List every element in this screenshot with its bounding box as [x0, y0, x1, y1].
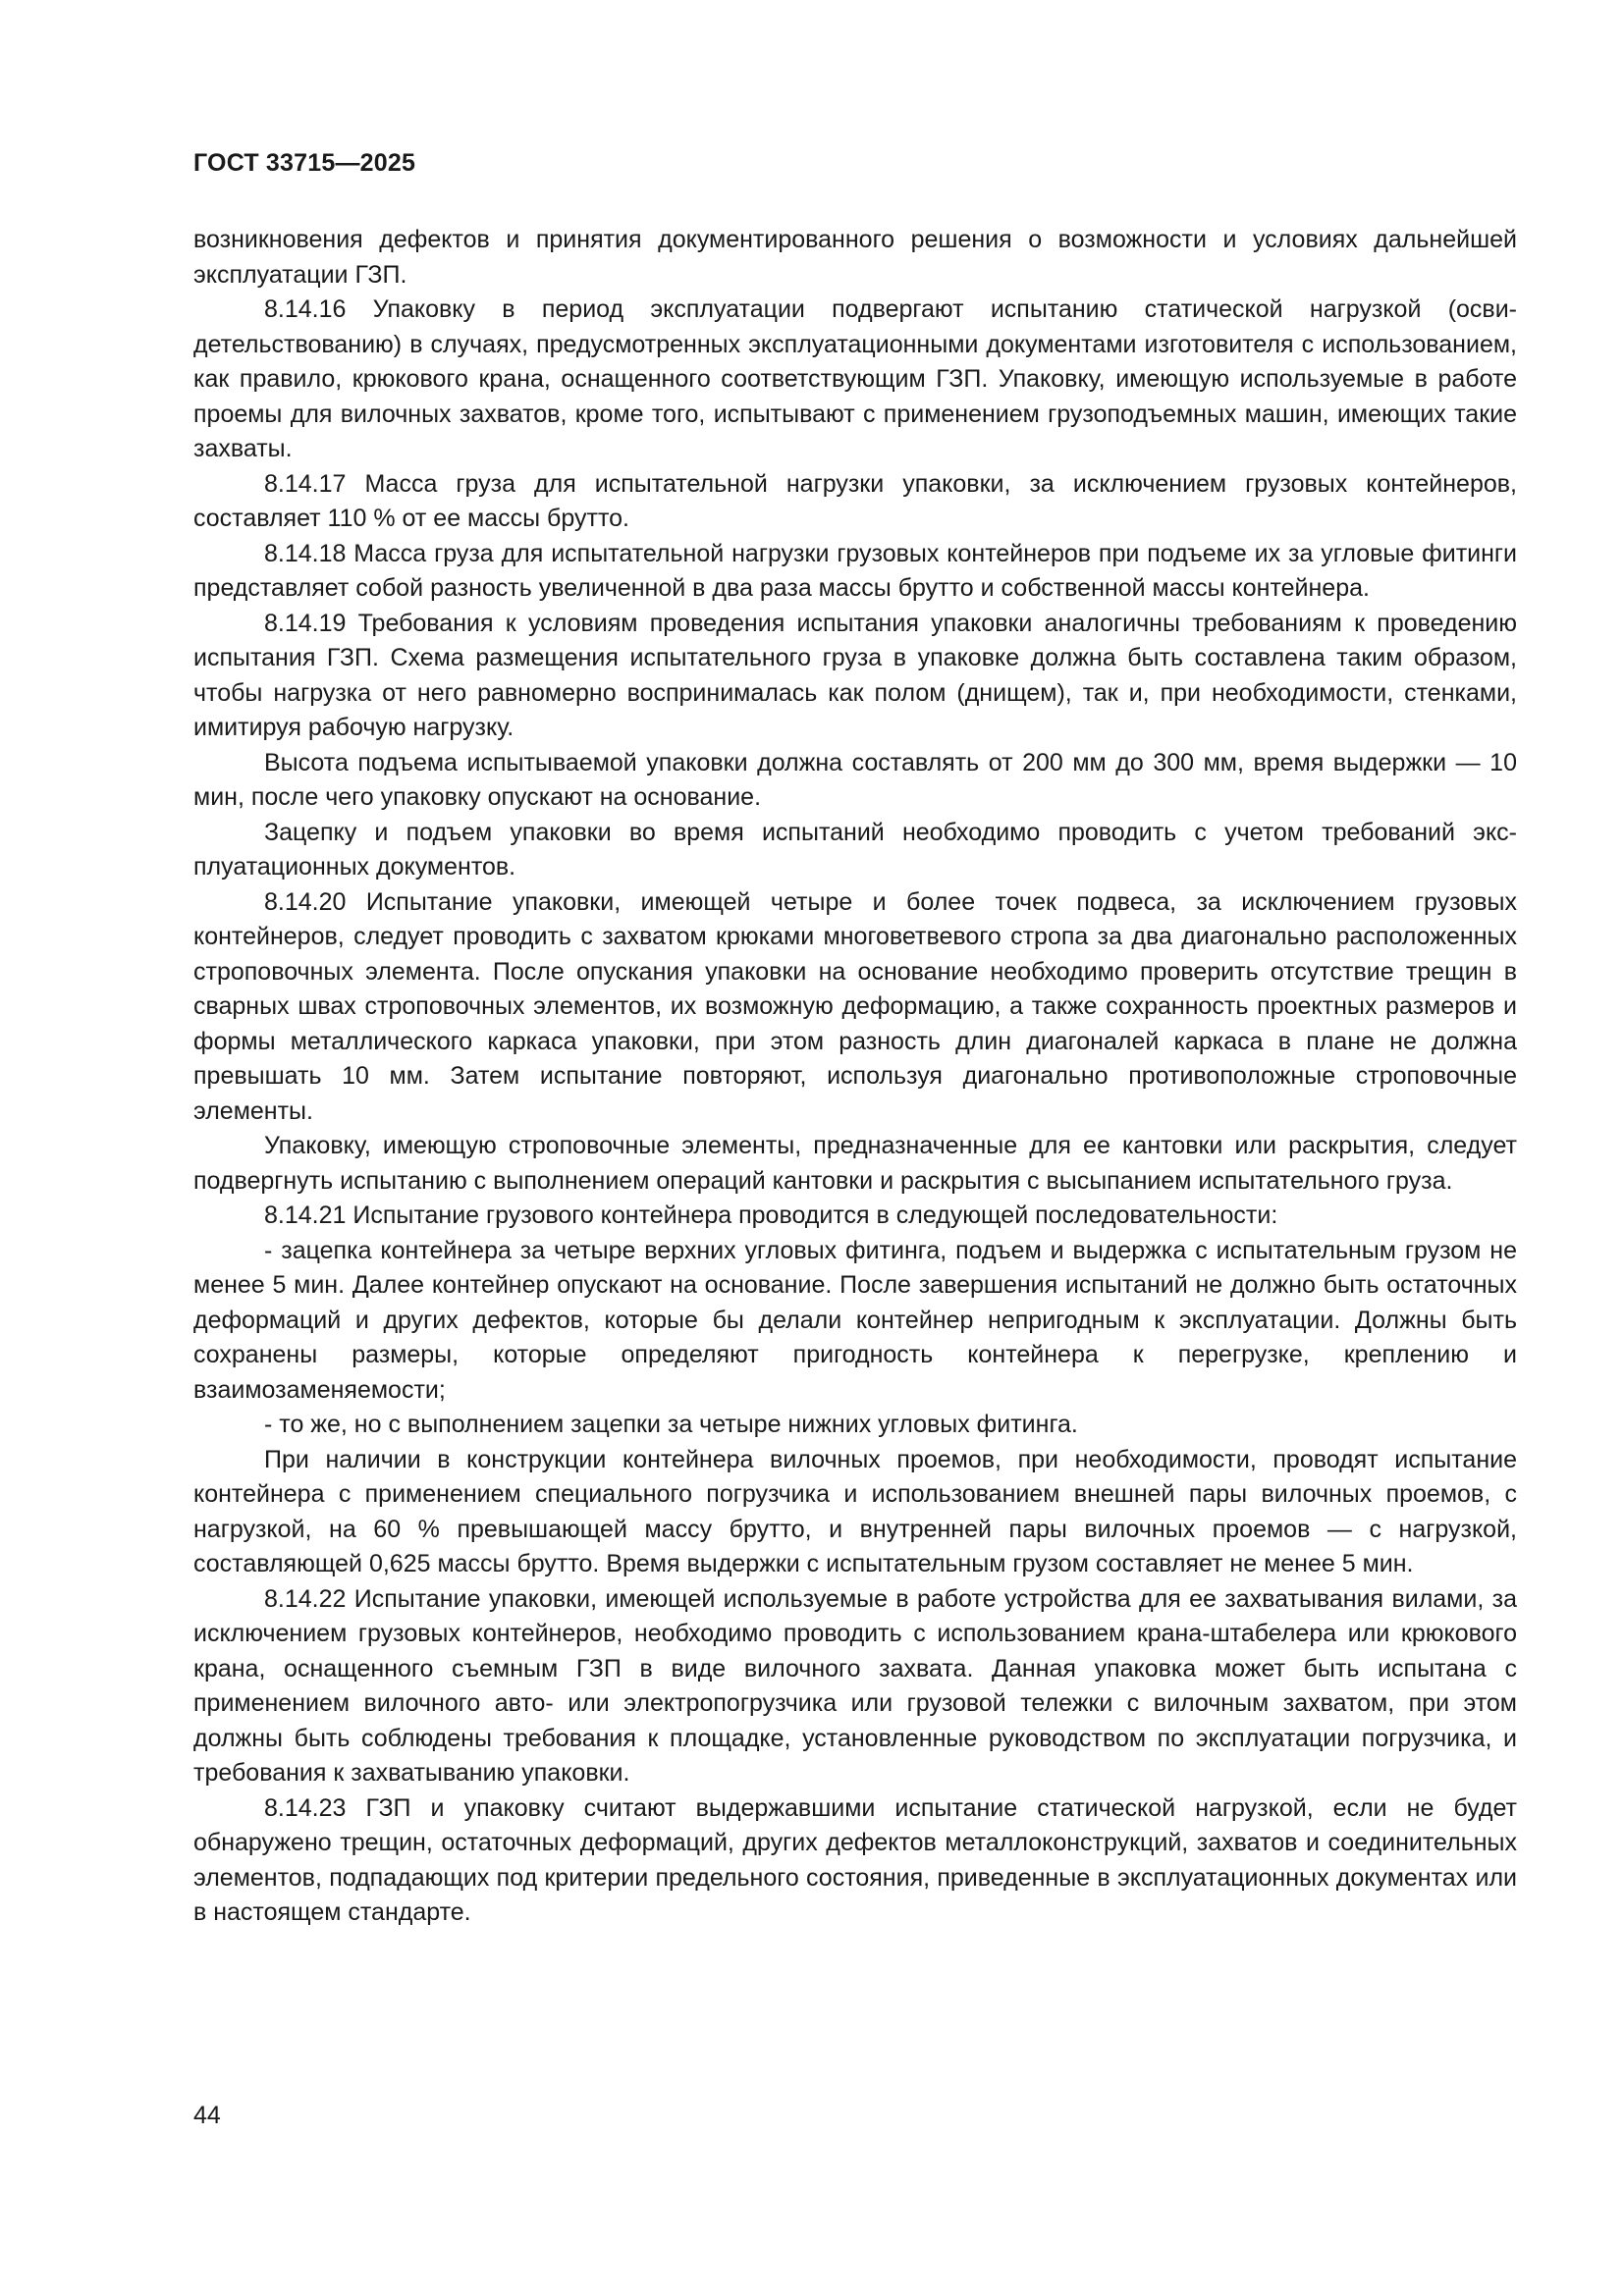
page-number: 44 — [193, 2102, 221, 2129]
list-item-upper-fittings: - зацепка контейнера за четыре верхних угловых фитинга, подъем и выдержка с испытательным грузом не менее 5 мин. Далее контейнер опускают на основание. После завершения испытаний не должно быть остаточных деформаций и других дефектов, которые бы делали контейнер непригодным к эксплуатации. Должны быть сохранены размеры, которые определяют пригодность контейнера к перегрузке, креплению и взаимозаменяемости; — [193, 1236, 1517, 1404]
paragraph-8-14-18: 8.14.18 Масса груза для испытательной нагрузки грузовых контейнеров при подъеме их за угловые фитинги представляет собой разность увеличенной в два раза массы брутто и собственной массы контейнера. — [193, 539, 1517, 602]
paragraph-8-14-20: 8.14.20 Испытание упаковки, имеющей четыре и более точек подвеса, за исключением грузовых контейнеров, следует проводить с захватом крюками многоветвевого стропа за два диагонально расположенных строповочных элемента. После опускания упаковки на основание необходимо проверить отсутствие трещин в сварных швах строповочных элементов, их возможную деформацию, а также сохранность проектных размеров и формы металлического каркаса упаковки, при этом разность длин диагоналей каркаса в плане не должна превышать 10 мм. Затем испытание повторяют, используя диагонально противоположные строповочные элементы. — [193, 887, 1517, 1125]
paragraph-forklift-pockets: При наличии в конструкции контейнера вилочных проемов, при необходимости, проводят испытание контейнера с применением специального погрузчика и использованием внешней пары вилочных проемов, с нагрузкой, на 60 % превышающей массу брутто, и внутренней пары вилочных проемов — с нагрузкой, составляющей 0,625 массы брутто. Время выдержки с испытательным грузом составляет не менее 5 мин. — [193, 1445, 1517, 1577]
paragraph-8-14-17: 8.14.17 Масса груза для испытательной нагрузки упаковки, за исключением грузовых контейнеров, составляет 110 % от ее массы брутто. — [193, 469, 1517, 532]
paragraph-8-14-19: 8.14.19 Требования к условиям проведения испытания упаковки аналогичны требованиям к проведению испытания ГЗП. Схема размещения испытательного груза в упаковке должна быть составлена таким образом, чтобы нагрузка от него равномерно воспринималась как полом (днищем), так и, при необходимости, стенками, имитируя рабочую нагрузку. — [193, 609, 1517, 741]
paragraph-continuation: возникновения дефектов и принятия документированного решения о возможности и условиях дальнейшей эксплуатации ГЗП. — [193, 226, 1517, 289]
paragraph-8-14-16: 8.14.16 Упаковку в период эксплуатации подвергают испытанию статической нагрузкой (освидетельствованию) в случаях, предусмотренных эксплуатационными документами изготовителя с использованием, как правило, крюкового крана, оснащенного соответствующим ГЗП. Упаковку, имеющую используемые в работе проемы для вилочных захватов, кроме того, испытывают с применением грузоподъемных машин, имеющих такие захваты. — [193, 295, 1517, 462]
paragraph-lift-height: Высота подъема испытываемой упаковки должна составлять от 200 мм до 300 мм, время выдержки — 10 мин, после чего упаковку опускают на основание. — [193, 748, 1517, 811]
list-item-lower-fittings: - то же, но с выполнением зацепки за четыре нижних угловых фитинга. — [264, 1411, 1078, 1438]
paragraph-8-14-23: 8.14.23 ГЗП и упаковку считают выдержавшими испытание статической нагрузкой, если не будет обнаружено трещин, остаточных деформаций, других дефектов металлоконструкций, захватов и соединительных элементов, подпадающих под критерии предельного состояния, приведенные в эксплуатационных документах или в настоящем стандарте. — [193, 1793, 1517, 1926]
paragraph-tilting: Упаковку, имеющую строповочные элементы, предназначенные для ее кантовки или раскрытия, следует подвергнуть испытанию с выполнением операций кантовки и раскрытия с высыпанием испытательного груза. — [193, 1132, 1517, 1195]
paragraph-8-14-21: 8.14.21 Испытание грузового контейнера проводится в следующей последовательности: — [264, 1201, 1278, 1229]
paragraph-8-14-22: 8.14.22 Испытание упаковки, имеющей используемые в работе устройства для ее захватывания вилами, за исключением грузовых контейнеров, необходимо проводить с использованием крана-штабелера или крюкового крана, оснащенного съемным ГЗП в виде вилочного захвата. Данная упаковка может быть испытана с применением вилочного авто- или электропогрузчика или грузовой тележки с вилочным захватом, при этом должны быть соблюдены требования к площадке, установленные руководством по эксплуатации погрузчика, и требования к захватыванию упаковки. — [193, 1584, 1517, 1787]
document-body — [193, 223, 1517, 1931]
paragraph-hooking: Зацепку и подъем упаковки во время испытаний необходимо проводить с учетом требований эксплуатационных документов. — [193, 818, 1517, 881]
document-header: ГОСТ 33715—2025 — [193, 149, 416, 177]
